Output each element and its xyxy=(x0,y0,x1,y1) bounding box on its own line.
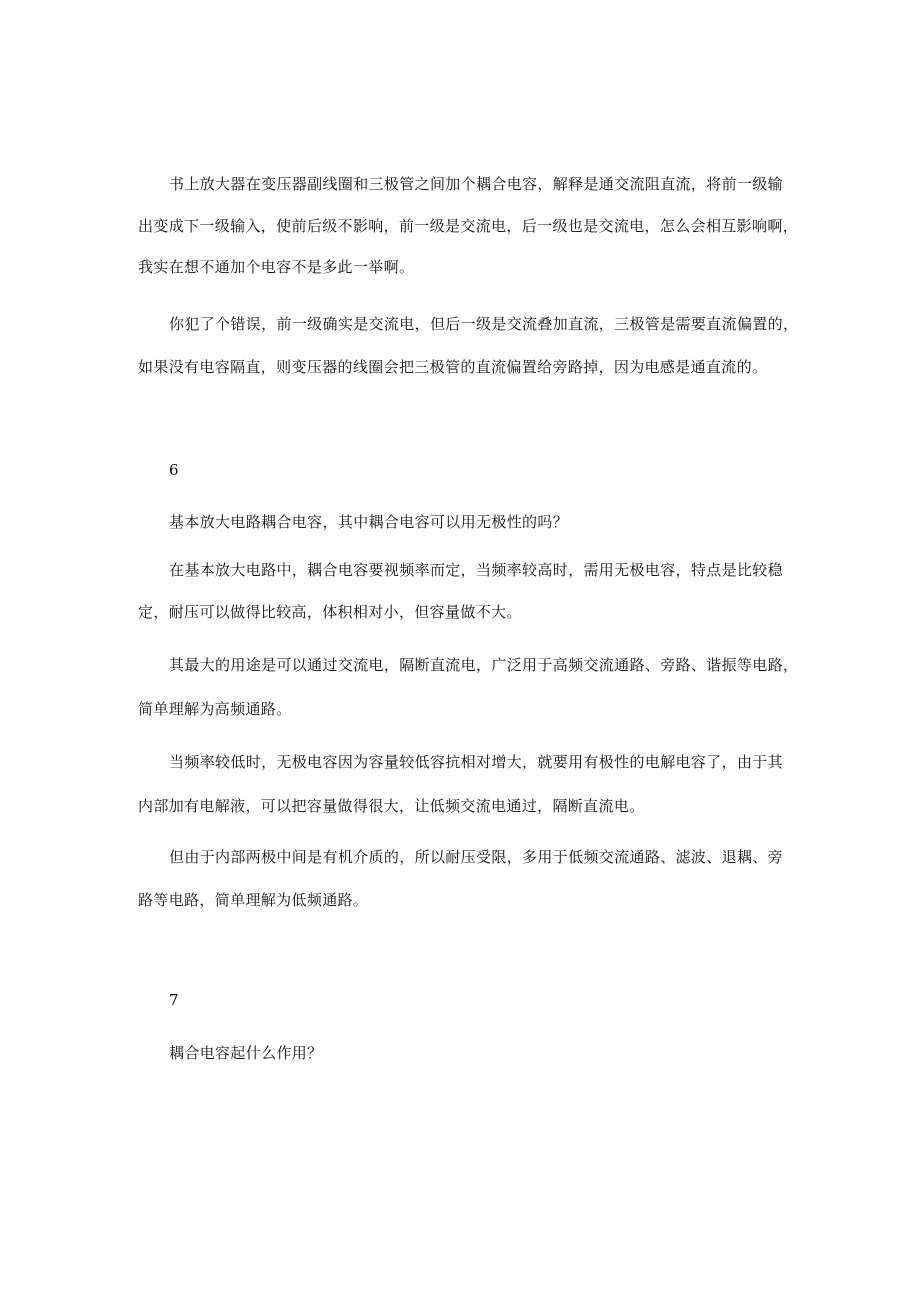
paragraph-line: 当频率较低时，无极电容因为容量较低容抗相对增大，就要用有极性的电解电容了，由于其 xyxy=(169,753,784,771)
paragraph-line: 我实在想不通加个电容不是多此一举啊。 xyxy=(138,258,415,276)
section-number: 7 xyxy=(169,991,179,1009)
paragraph-line: 其最大的用途是可以通过交流电，隔断直流电，广泛用于高频交流通路、旁路、谐振等电路， xyxy=(169,656,799,674)
section-question: 耦合电容起什么作用？ xyxy=(169,1044,323,1062)
paragraph-line: 路等电路，简单理解为低频通路。 xyxy=(138,891,369,909)
section-number: 6 xyxy=(169,461,179,479)
paragraph-line: 在基本放大电路中，耦合电容要视频率而定，当频率较高时，需用无极电容，特点是比较稳 xyxy=(169,561,784,579)
paragraph-line: 你犯了个错误，前一级确实是交流电，但后一级是交流叠加直流，三极管是需要直流偏置的， xyxy=(169,315,799,333)
section-question: 基本放大电路耦合电容，其中耦合电容可以用无极性的吗？ xyxy=(169,513,569,531)
paragraph-line: 定，耐压可以做得比较高，体积相对小，但容量做不大。 xyxy=(138,603,522,621)
paragraph-line: 如果没有电容隔直，则变压器的线圈会把三极管的直流偏置给旁路掉，因为电感是通直流的。 xyxy=(138,358,768,376)
paragraph-line: 但由于内部两极中间是有机介质的，所以耐压受限，多用于低频交流通路、滤波、退耦、旁 xyxy=(169,848,784,866)
paragraph-line: 书上放大器在变压器副线圈和三极管之间加个耦合电容，解释是通交流阻直流，将前一级输 xyxy=(169,175,784,193)
paragraph-line: 简单理解为高频通路。 xyxy=(138,700,292,718)
paragraph-line: 出变成下一级输入，使前后级不影响，前一级是交流电，后一级也是交流电，怎么会相互影响啊， xyxy=(138,217,799,235)
paragraph-line: 内部加有电解液，可以把容量做得很大，让低频交流电通过，隔断直流电。 xyxy=(138,797,645,815)
